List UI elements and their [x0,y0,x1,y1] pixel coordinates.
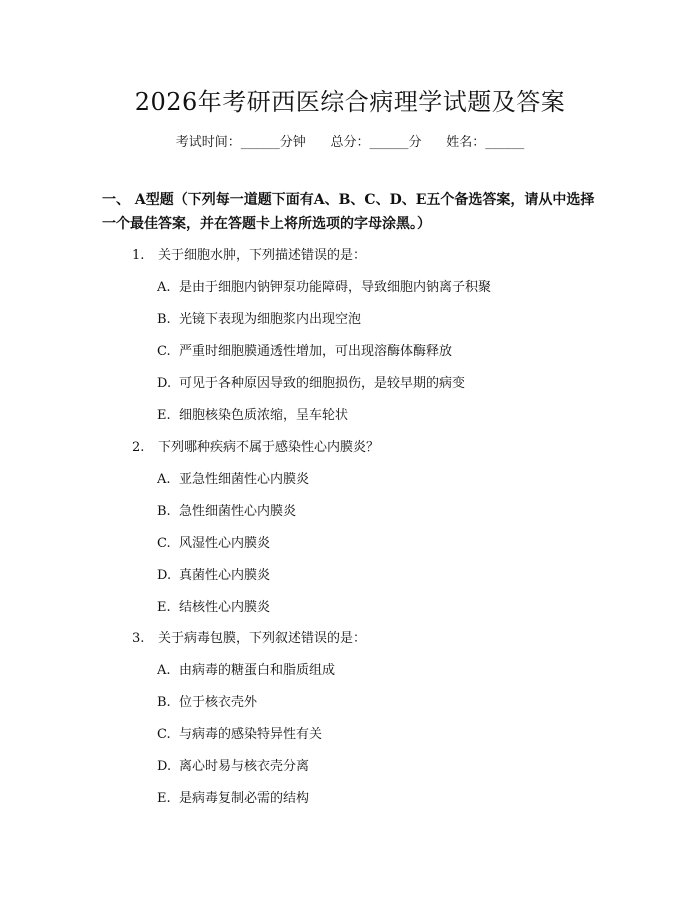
option-letter: C. [157,727,171,742]
question-1 [132,244,366,263]
option-3b[interactable] [157,691,257,710]
option-letter: C. [157,536,171,551]
option-2c[interactable] [157,532,270,551]
option-letter: D. [157,376,172,391]
question-text: 关于病毒包膜，下列叙述错误的是： [158,631,367,646]
option-letter: D. [157,759,172,774]
option-3c[interactable] [157,723,322,742]
option-letter: B. [157,312,171,327]
question-3 [132,627,366,646]
section-heading: 一、 A型题（下列每一道题下面有A、B、C、D、E五个备选答案，请从中选择一个最佳答案，并在答题卡上将所选项的字母涂黑。） [102,192,595,232]
option-2b[interactable] [157,500,296,519]
option-text: 可见于各种原因导致的细胞损伤，是较早期的病变 [179,376,466,391]
option-text: 由病毒的糖蛋白和脂质组成 [179,663,336,678]
page-title: 2026年考研西医综合病理学试题及答案 [134,88,566,116]
option-text: 亚急性细菌性心内膜炎 [179,472,310,487]
option-text: 严重时细胞膜通透性增加，可出现溶酶体酶释放 [179,344,453,359]
exam-info-line: 考试时间：______分钟 总分：______分 姓名：______ [175,135,525,150]
option-letter: E. [157,600,171,615]
option-letter: E. [157,408,171,423]
option-3e[interactable] [157,787,309,806]
option-3a[interactable] [157,659,335,678]
option-1b[interactable] [157,308,361,327]
question-text: 下列哪种疾病不属于感染性心内膜炎？ [158,440,380,455]
option-letter: B. [157,695,171,710]
question-number: 3. [132,631,145,646]
option-text: 光镜下表现为细胞浆内出现空泡 [179,312,362,327]
option-2d[interactable] [157,564,270,583]
question-text: 关于细胞水肿，下列描述错误的是： [158,248,367,263]
option-text: 位于核衣壳外 [179,695,258,710]
option-1d[interactable] [157,372,465,391]
option-1e[interactable] [157,404,348,423]
option-text: 离心时易与核衣壳分离 [179,759,310,774]
option-text: 与病毒的感染特异性有关 [179,727,323,742]
option-text: 细胞核染色质浓缩，呈车轮状 [179,408,349,423]
option-text: 是病毒复制必需的结构 [179,791,310,806]
option-text: 真菌性心内膜炎 [179,568,271,583]
question-2 [132,436,379,455]
option-1c[interactable] [157,340,452,359]
option-1a[interactable] [157,276,491,295]
option-text: 是由于细胞内钠钾泵功能障碍，导致细胞内钠离子积聚 [179,280,492,295]
option-letter: A. [157,472,171,487]
option-letter: A. [157,280,171,295]
option-letter: C. [157,344,171,359]
option-text: 风湿性心内膜炎 [179,536,271,551]
option-letter: D. [157,568,172,583]
option-text: 结核性心内膜炎 [179,600,271,615]
option-letter: A. [157,663,171,678]
option-2e[interactable] [157,596,270,615]
question-number: 2. [132,440,145,455]
option-3d[interactable] [157,755,309,774]
option-letter: B. [157,504,171,519]
question-number: 1. [132,248,145,263]
option-2a[interactable] [157,468,309,487]
option-text: 急性细菌性心内膜炎 [179,504,297,519]
option-letter: E. [157,791,171,806]
